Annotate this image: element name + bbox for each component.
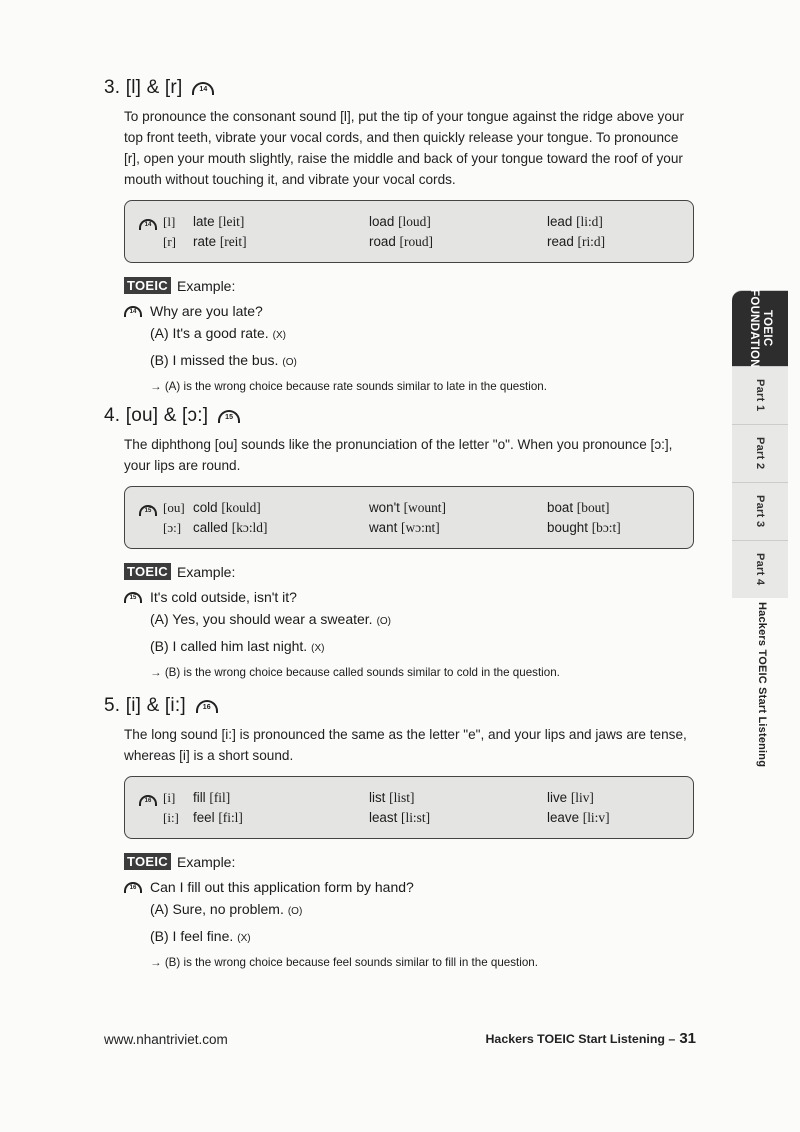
tab-part-4[interactable]: Part 4 xyxy=(732,540,788,598)
ipa: [roud] xyxy=(399,234,434,249)
word: road xyxy=(369,234,396,249)
choice: (A) It's a good rate. (X) xyxy=(150,325,286,341)
toeic-tag: TOEIC xyxy=(124,853,171,870)
example-heading xyxy=(124,853,696,870)
side-book-title: Hackers TOEIC Start Listening xyxy=(756,602,768,768)
choice: (A) Sure, no problem. (O) xyxy=(150,901,303,917)
ipa: [li:v] xyxy=(582,810,610,825)
sound-symbol: [ou] xyxy=(163,500,185,515)
ipa: [bɔ:t] xyxy=(591,520,621,535)
word-table xyxy=(124,486,694,549)
ipa: [ri:d] xyxy=(577,234,606,249)
section-title-text: 3. [l] & [r] xyxy=(104,77,183,98)
word-table xyxy=(124,200,694,263)
question-text: It's cold outside, isn't it? xyxy=(150,589,297,605)
choice: (B) I called him last night. (X) xyxy=(150,638,325,654)
section-3 xyxy=(104,76,696,395)
headphones-icon[interactable]: 16 xyxy=(139,795,157,806)
answer-mark: (O) xyxy=(282,357,297,368)
section-4 xyxy=(104,404,696,681)
word: late xyxy=(193,214,215,229)
example-heading xyxy=(124,277,696,294)
ipa: [leit] xyxy=(218,214,245,229)
word: called xyxy=(193,520,228,535)
answer-mark: (O) xyxy=(287,906,303,917)
word: rate xyxy=(193,234,217,249)
ipa: [kɔ:ld] xyxy=(231,520,268,535)
question xyxy=(124,589,696,605)
tab-part-1[interactable]: Part 1 xyxy=(732,366,788,424)
question-text: Can I fill out this application form by hand? xyxy=(150,879,414,895)
word: cold xyxy=(193,500,218,515)
headphones-icon[interactable]: 15 xyxy=(139,505,157,516)
section-title-text: 4. [ou] & [ɔ:] xyxy=(104,405,209,426)
answer-mark: (X) xyxy=(311,643,325,654)
word-row xyxy=(139,212,693,232)
word: read xyxy=(547,234,574,249)
headphones-icon[interactable]: 14 xyxy=(192,82,214,95)
ipa: [li:st] xyxy=(401,810,431,825)
example-label: Example: xyxy=(177,563,236,580)
footer-book-title xyxy=(485,1030,696,1047)
sound-symbol: [r] xyxy=(163,234,176,249)
question xyxy=(124,303,696,319)
ipa: [loud] xyxy=(398,214,431,229)
question-text: Why are you late? xyxy=(150,303,263,319)
ipa: [liv] xyxy=(570,790,594,805)
section-title-text: 5. [i] & [i:] xyxy=(104,695,186,716)
ipa: [list] xyxy=(389,790,415,805)
tab-part-3[interactable]: Part 3 xyxy=(732,482,788,540)
word-row xyxy=(139,808,693,828)
explanation: → (B) is the wrong choice because feel sounds similar to fill in the question. xyxy=(150,956,538,969)
word-row xyxy=(139,788,693,808)
answer-mark: (X) xyxy=(237,933,251,944)
ipa: [li:d] xyxy=(576,214,603,229)
word: leave xyxy=(547,810,580,825)
ipa: [wount] xyxy=(403,500,446,515)
toeic-tag: TOEIC xyxy=(124,277,171,294)
sound-symbol: [l] xyxy=(163,214,176,229)
word: want xyxy=(369,520,398,535)
sound-symbol: [i:] xyxy=(163,810,179,825)
headphones-icon[interactable]: 14 xyxy=(139,219,157,230)
section-title xyxy=(104,694,696,718)
ipa: [kould] xyxy=(221,500,261,515)
side-tabs xyxy=(732,290,788,598)
word: live xyxy=(547,790,568,805)
tab-part-2[interactable]: Part 2 xyxy=(732,424,788,482)
headphones-icon[interactable]: 14 xyxy=(124,306,142,317)
explanation: → (B) is the wrong choice because called sounds similar to cold in the question. xyxy=(150,666,560,679)
word-row xyxy=(139,498,693,518)
tab-toeic-foundation[interactable]: TOEIC FOUNDATION xyxy=(732,290,788,366)
word: won't xyxy=(369,500,400,515)
choice: (B) I feel fine. (X) xyxy=(150,928,251,944)
headphones-icon[interactable]: 16 xyxy=(124,882,142,893)
page-number: 31 xyxy=(679,1030,696,1047)
footer-website: www.nhantriviet.com xyxy=(104,1032,228,1047)
word: bought xyxy=(547,520,588,535)
section-body: The diphthong [ou] sounds like the pronunciation of the letter "o". When you pronounce [ɔ:], your lips are round. xyxy=(124,437,673,473)
question xyxy=(124,879,696,895)
word-table xyxy=(124,776,694,839)
word: fill xyxy=(193,790,206,805)
ipa: [wɔ:nt] xyxy=(401,520,440,535)
answer-mark: (X) xyxy=(272,330,286,341)
headphones-icon[interactable]: 15 xyxy=(124,592,142,603)
section-title xyxy=(104,404,696,428)
footer-book-name: Hackers TOEIC Start Listening – xyxy=(485,1032,676,1046)
ipa: [reit] xyxy=(219,234,247,249)
explanation: → (A) is the wrong choice because rate sounds similar to late in the question. xyxy=(150,380,547,393)
example-heading xyxy=(124,563,696,580)
word: load xyxy=(369,214,395,229)
sound-symbol: [ɔ:] xyxy=(163,520,182,535)
headphones-icon[interactable]: 15 xyxy=(218,410,240,423)
word-row xyxy=(139,518,693,538)
ipa: [fil] xyxy=(209,790,231,805)
word: feel xyxy=(193,810,215,825)
example-label: Example: xyxy=(177,277,236,294)
ipa: [fi:l] xyxy=(218,810,243,825)
answer-mark: (O) xyxy=(376,616,392,627)
example-label: Example: xyxy=(177,853,236,870)
word: lead xyxy=(547,214,573,229)
word: list xyxy=(369,790,386,805)
section-5 xyxy=(104,694,696,971)
section-body: To pronounce the consonant sound [l], put the tip of your tongue against the ridge above your top front teeth, vibrate your vocal cords, and then quickly release your tongue. To pronounce [r], open your mouth slightly, raise the middle and back of your tongue toward the roof of your mouth without touching it, and vibrate your vocal cords. xyxy=(124,109,684,187)
word-row xyxy=(139,232,693,252)
ipa: [bout] xyxy=(576,500,610,515)
toeic-tag: TOEIC xyxy=(124,563,171,580)
sound-symbol: [i] xyxy=(163,790,176,805)
word: least xyxy=(369,810,398,825)
word: boat xyxy=(547,500,574,515)
choice: (A) Yes, you should wear a sweater. (O) xyxy=(150,611,392,627)
section-title xyxy=(104,76,696,100)
headphones-icon[interactable]: 16 xyxy=(196,700,218,713)
choice: (B) I missed the bus. (O) xyxy=(150,352,297,368)
section-body: The long sound [i:] is pronounced the same as the letter "e", and your lips and jaws are tense, whereas [i] is a short sound. xyxy=(124,727,687,763)
